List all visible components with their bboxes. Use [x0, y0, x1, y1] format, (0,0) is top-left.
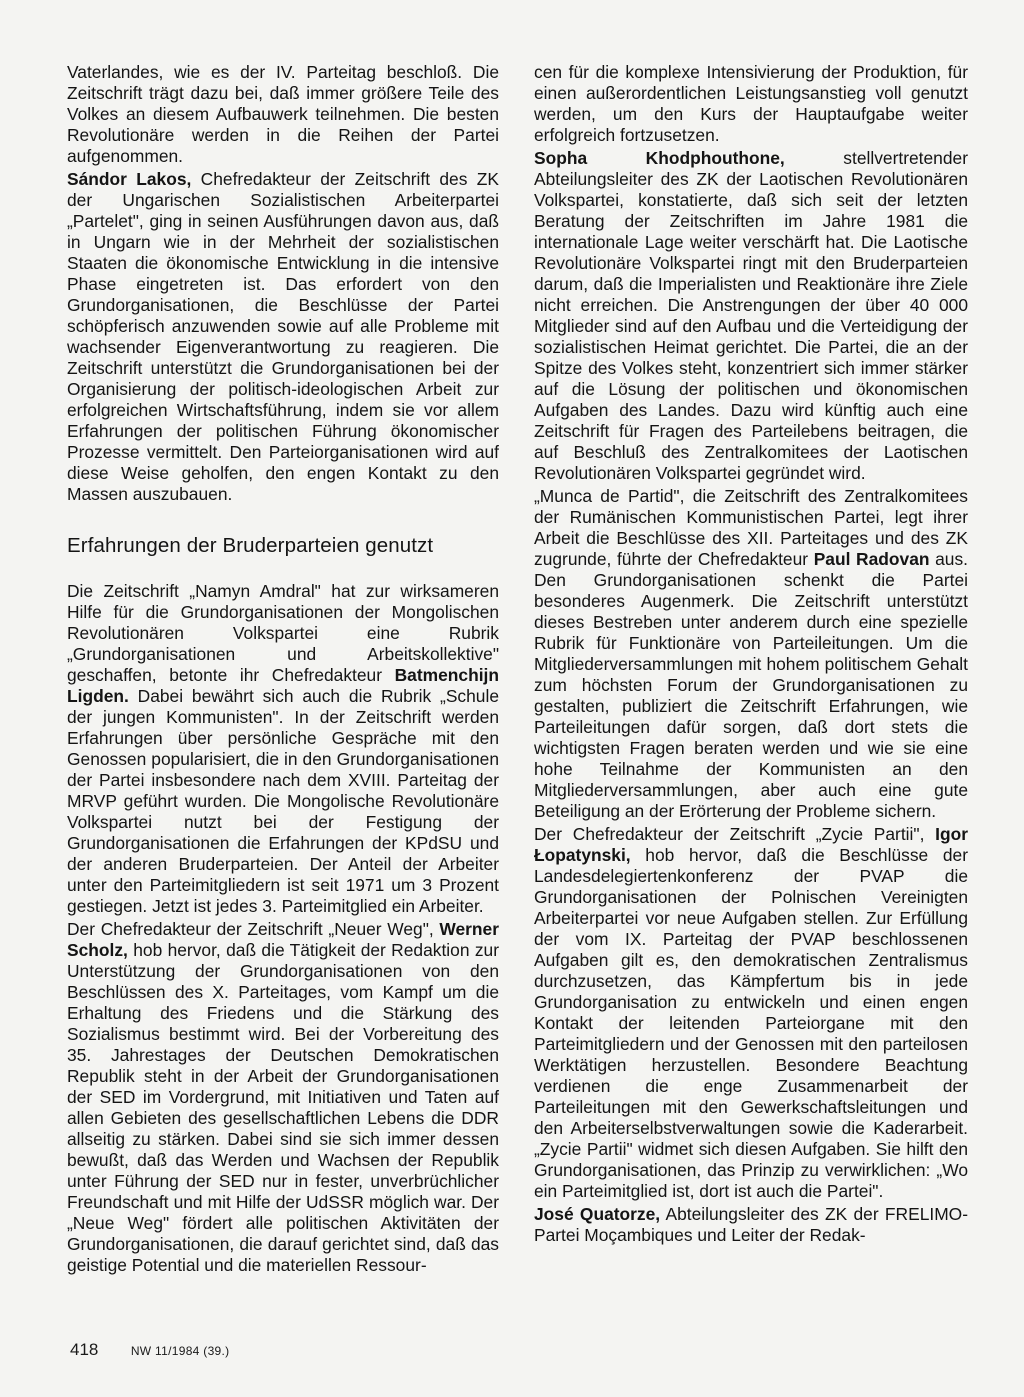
paragraph-text: hob hervor, daß die Beschlüsse der Landesdelegiertenkonferenz der PVAP die Grundorganisationen der Polnischen Vereinigten Arbeiterpartei vor neue Aufgaben stellen. Zur Erfüllung der vom IX. Parteitag der PVAP beschlossenen Aufgaben gilt es, den demokratischen Zentralismus durchzusetzen, das Kämpfertum bis in jede Grundorganisation zu entwickeln und einen engen Kontakt der leitenden Parteiorgane mit den Parteimitgliedern und der Genossen mit den parteilosen Werktätigen herzustellen. Besondere Beachtung verdienen die enge Zusammenarbeit der Parteileitungen mit den Gewerkschaftsleitungen und den Arbeiterselbstverwaltungen sowie die Kaderarbeit. „Zycie Partii" widmet sich diesen Aufgaben. Sie hilft den Grundorganisationen, das Prinzip zu verwirklichen: „Wo ein Parteimitglied ist, dort ist auch die Partei". [534, 845, 968, 1201]
paragraph: cen für die komplexe Intensivierung der Produktion, für einen außerordentlichen Leistungsanstieg voll genutzt werden, um den Kurs der Hauptaufgabe weiter erfolgreich fortzusetzen. [534, 62, 968, 145]
person-name: Werner Scholz, [67, 919, 499, 960]
person-name: Paul Radovan [813, 549, 930, 569]
paragraph-text: Abteilungsleiter des ZK der FRELIMO-Partei Moçambiques und Leiter der Redak- [534, 1204, 968, 1245]
paragraph-text: hob hervor, daß die Tätigkeit der Redaktion zur Unterstützung der Grundorganisationen von den Beschlüssen des X. Parteitages, vom Kampf um die Erhaltung des Friedens und die Stärkung des Sozialismus bestimmt wird. Bei der Vorbereitung des 35. Jahrestages der Deutschen Demokratischen Republik steht in der Arbeit der Grundorganisationen der SED im Vordergrund, mit Initiativen und Taten auf allen Gebieten des gesellschaftlichen Lebens die DDR allseitig zu stärken. Dabei sind sie sich immer dessen bewußt, daß das Werden und Wachsen der Republik unter Führung der SED nur in fester, unverbrüchlicher Freundschaft und mit Hilfe der UdSSR möglich war. Der „Neue Weg" fördert alle politischen Aktivitäten der Grundorganisationen, die darauf gerichtet sind, daß das geistige Potential und die materiellen Ressour- [67, 940, 499, 1275]
paragraph-text: Dabei bewährt sich auch die Rubrik „Schule der jungen Kommunisten". In der Zeitschrift werden Erfahrungen über persönliche Gespräche mit den Genossen popularisiert, die in den Grundorganisationen der Partei insbesondere nach dem XVIII. Parteitag der MRVP geführt wurden. Die Mongolische Revolutionäre Volkspartei nutzt bei der Festigung der Grundorganisationen die Erfahrungen der KPdSU und der anderen Bruderparteien. Der Anteil der Arbeiter unter den Parteimitgliedern ist seit 1971 um 3 Prozent gestiegen. Jetzt ist jedes 3. Parteimitglied ein Arbeiter. [67, 686, 499, 916]
section-heading: Erfahrungen der Bruderparteien genutzt [67, 534, 434, 557]
paragraph [534, 824, 968, 1202]
left-column [67, 62, 499, 1276]
paragraph [534, 486, 968, 822]
page-footer [70, 1340, 229, 1360]
person-name: Sándor Lakos, [67, 169, 192, 189]
paragraph-text: stellvertretender Abteilungsleiter des ZK der Laotischen Revolutionären Volkspartei, konstatierte, daß sich seit der letzten Beratung der Zeitschriften im Jahre 1981 die internationale Lage weiter verschärft hat. Die Laotische Revolutionäre Volkspartei ringt mit den Bruderparteien darum, daß die Imperialisten und Reaktionäre ihre Ziele nicht erreichen. Die Anstrengungen der über 40 000 Mitglieder sind auf den Aufbau und die Verteidigung der sozialistischen Heimat gerichtet. Die Partei, die an der Spitze des Volkes steht, konzentriert sich immer stärker auf die Lösung der politischen und ökonomischen Aufgaben des Landes. Dazu wird künftig auch eine Zeitschrift für Fragen des Parteilebens beitragen, die auf Beschluß des Zentralkomitees der Laotischen Revolutionären Volkspartei gegründet wird. [534, 148, 968, 483]
paragraph-text: aus. Den Grundorganisationen schenkt die Partei besonderes Augenmerk. Die Zeitschrift unterstützt dieses Bestreben unter anderem durch eine spezielle Rubrik für Funktionäre von Parteileitungen. Um die Mitgliederversammlungen mit hohem politischem Gehalt zum höchsten Forum der Grundorganisationen zu gestalten, publiziert die Zeitschrift Erfahrungen, wie Parteileitungen dafür sorgen, daß dort stets die wichtigsten Fragen beraten werden und wie sie eine hohe Teilnahme der Kommunisten an den Mitgliederversammlungen, aber auch eine gute Beteiligung an der Erörterung der Probleme sichern. [534, 549, 969, 821]
right-column [534, 62, 968, 1246]
issue-reference: NW 11/1984 (39.) [130, 1344, 230, 1358]
paragraph-text: Chefredakteur der Zeitschrift des ZK der Ungarischen Sozialistischen Arbeiterpartei „Partelet", ging in seinen Ausführungen davon aus, daß in Ungarn wie in der Mehrheit der sozialistischen Staaten die ökonomische Entwicklung in die intensive Phase eingetreten ist. Das erfordert von den Grundorganisationen, die Beschlüsse der Partei schöpferisch anzuwenden sowie auf alle Probleme mit wachsender Eigenverantwortung zu reagieren. Die Zeitschrift unterstützt die Grundorganisationen bei der Organisierung der politisch-ideologischen Arbeit zur erfolgreichen Wirtschaftsführung, indem sie vor allem Erfahrungen der politischen Führung ökonomischer Prozesse vermittelt. Den Parteiorganisationen wird auf diese Weise geholfen, den engen Kontakt zu den Massen auszubauen. [67, 169, 499, 504]
person-name: Igor Łopatynski, [534, 824, 968, 865]
person-name: Sopha Khodphouthone, [534, 148, 785, 168]
paragraph [67, 581, 499, 917]
paragraph [534, 148, 968, 484]
paragraph [67, 169, 499, 505]
person-name: José Quatorze, [534, 1204, 661, 1224]
person-name: Batmenchijn Ligden. [67, 665, 499, 706]
paragraph: Vaterlandes, wie es der IV. Parteitag beschloß. Die Zeitschrift trägt dazu bei, daß immer größere Teile des Volkes an diesem Aufbauwerk teilnehmen. Die besten Revolutionäre werden in die Reihen der Partei aufgenommen. [67, 62, 499, 166]
paragraph [534, 1204, 968, 1246]
paragraph-text: Der Chefredakteur der Zeitschrift „Neuer Weg", [67, 919, 440, 939]
paragraph [67, 919, 499, 1276]
page-number: 418 [70, 1340, 99, 1359]
paragraph-text: „Munca de Partid", die Zeitschrift des Zentralkomitees der Rumänischen Kommunistischen Partei, legt ihrer Arbeit die Beschlüsse des XII. Parteitages und des ZK zugrunde, führte der Chefredakteur [534, 486, 968, 569]
paragraph-text: Der Chefredakteur der Zeitschrift „Zycie Partii", [534, 824, 936, 844]
paragraph-text: Die Zeitschrift „Namyn Amdral" hat zur wirksameren Hilfe für die Grundorganisationen der Mongolischen Revolutionären Volkspartei eine Rubrik „Grundorganisationen und Arbeitskollektive" geschaffen, betonte ihr Chefredakteur [67, 581, 499, 685]
